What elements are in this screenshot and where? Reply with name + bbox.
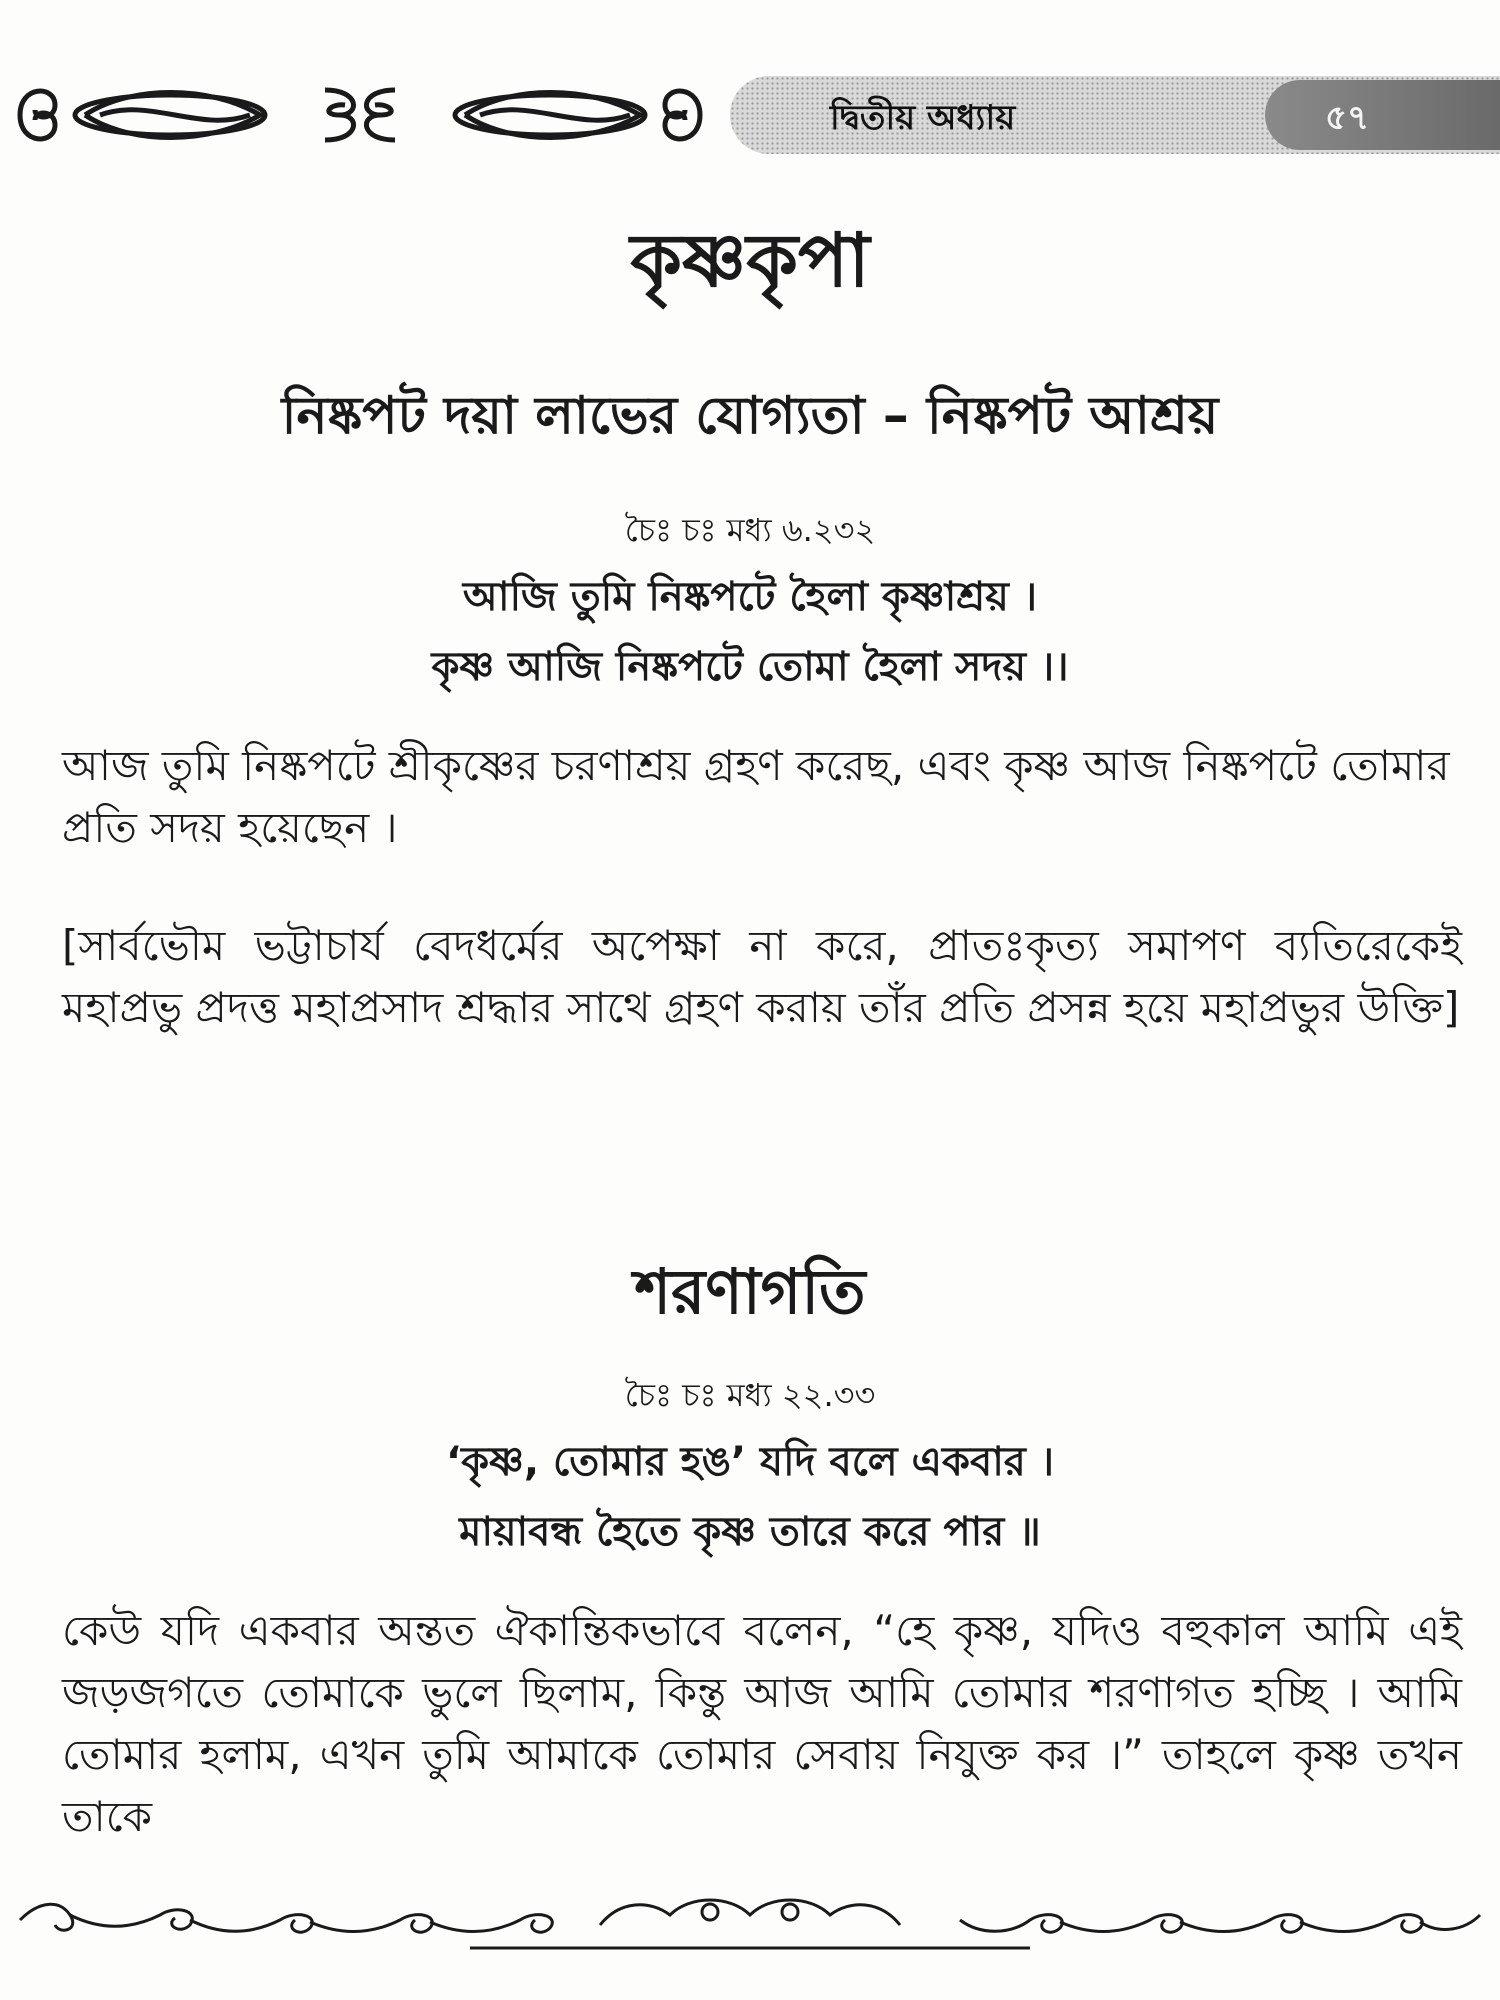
translation-paragraph	[62, 735, 1462, 859]
translation-paragraph	[62, 1600, 1462, 1848]
page-subtitle: নিষ্কপট দয়া লাভের যোগ্যতা – নিষ্কপট আশ্রয়	[281, 386, 1219, 446]
verse-reference: চৈঃ চঃ মধ্য ৬.২৩২	[624, 511, 876, 549]
page-title: কৃষ্ণকৃপা	[630, 218, 870, 304]
verse-line: আজি তুমি নিষ্কপটে হৈলা কৃষ্ণাশ্রয় ।	[462, 574, 1038, 620]
page-number: ৫৭	[1325, 98, 1370, 138]
verse-line: মায়াবন্ধ হৈতে কৃষ্ণ তারে করে পার ॥	[459, 1509, 1041, 1555]
verse-reference: চৈঃ চঃ মধ্য ২২.৩৩	[624, 1376, 876, 1414]
page-number-badge	[1265, 80, 1500, 150]
header-ornament	[10, 75, 710, 155]
note-paragraph	[62, 915, 1462, 1039]
page-header	[0, 70, 1500, 160]
section-title: শরণাগতি	[634, 1255, 866, 1328]
verse-line: ‘কৃষ্ণ, তোমার হঙ’ যদি বলে একবার ।	[445, 1439, 1055, 1485]
chapter-title: দ্বিতীয় অধ্যায়	[830, 98, 1016, 138]
translation-text: আজ তুমি নিষ্কপটে শ্রীকৃষ্ণের চরণাশ্রয় গ্রহণ করেছ, এবং কৃষ্ণ আজ নিষ্কপটে তোমার প্রতি সদয় হয়েছেন ।	[62, 741, 1450, 852]
note-text: [সার্বভৌম ভট্টাচার্য বেদধর্মের অপেক্ষা না করে, প্রাতঃকৃত্য সমাপণ ব্যতিরেকেই মহাপ্রভু প্রদত্ত মহাপ্রসাদ শ্রদ্ধার সাথে গ্রহণ করায় তাঁর প্রতি প্রসন্ন হয়ে মহাপ্রভুর উক্তি]	[62, 921, 1462, 1032]
translation-text: কেউ যদি একবার অন্তত ঐকান্তিকভাবে বলেন, “হে কৃষ্ণ, যদিও বহুকাল আমি এই জড়জগতে তোমাকে ভুলে ছিলাম, কিন্তু আজ আমি তোমার শরণাগত হচ্ছি । আমি তোমার হলাম, এখন তুমি আমাকে তোমার সেবায় নিযুক্ত কর ।” তাহলে কৃষ্ণ তখন তাকে	[62, 1606, 1462, 1841]
footer-ornament	[0, 1890, 1500, 1960]
verse-line: কৃষ্ণ আজি নিষ্কপটে তোমা হৈলা সদয় ।।	[431, 644, 1069, 690]
